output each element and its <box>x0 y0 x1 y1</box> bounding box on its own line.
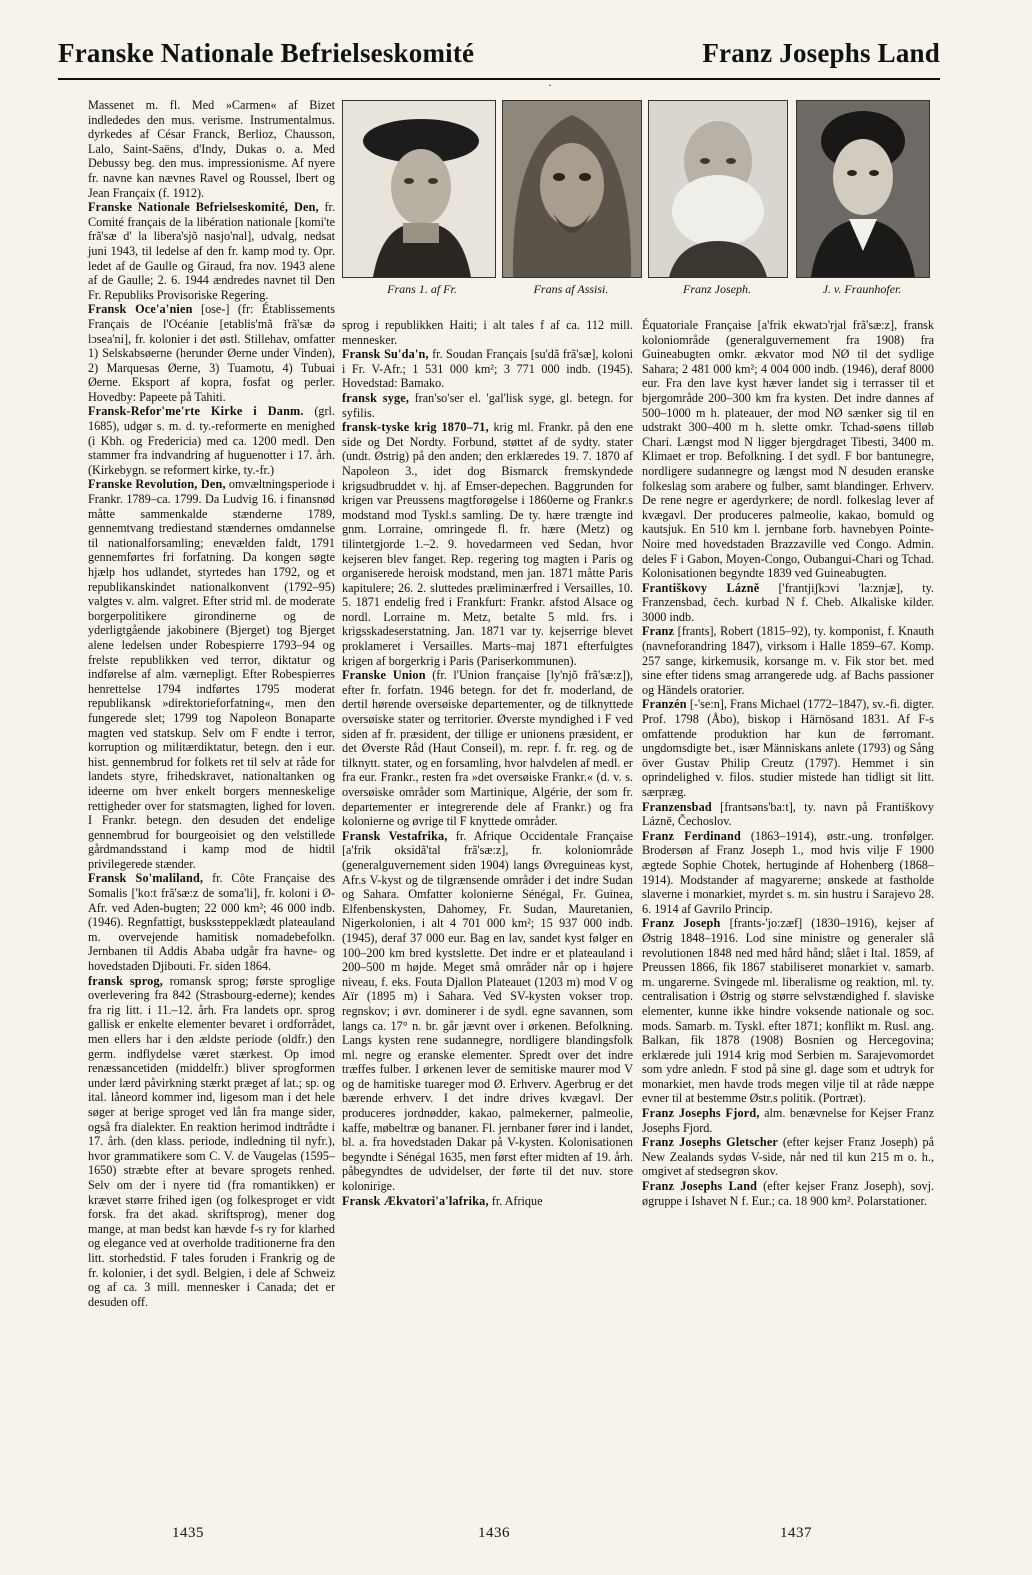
entry-text: sprog i republikken Haiti; i alt tales f af ca. 112 mill. mennesker. <box>342 318 633 347</box>
portrait-strip <box>342 100 934 300</box>
dictionary-entry <box>342 668 633 829</box>
page-number-right: 1437 <box>780 1525 812 1541</box>
entry-text: alm. benævnelse for Kejser Franz Josephs Fjord. <box>642 1106 935 1135</box>
dictionary-entry <box>88 200 335 302</box>
header-dot: · <box>548 78 552 92</box>
caption-franz-joseph: Franz Joseph. <box>683 282 751 296</box>
dictionary-entry <box>642 318 934 581</box>
portrait-frans-assisi <box>502 100 642 278</box>
entry-text: fr. Côte Française des Somalis ['ko:t frã'sæ:z de soma'li], fr. koloni i Ø-Afr. ved Aden-bugten; 22 000 km²; 46 000 indb. (1946). Regnfattigt, buskssteppeklædt plateauland m. overvejende hamitisk nomadebefolkn. Jernbanen til Addis Ababa udgår fra havne- og hovedstaden Djibouti. Fr. siden 1864. <box>88 871 335 974</box>
header-right-title: Franz Josephs Land <box>702 38 940 68</box>
entry-text: fr. Afrique Occidentale Française [a'frik oksidã'tal frã'sæ:z], fr. koloniområde (generalguvernement siden 1904) langs Øvreguineas kyst, Afr.s V-kyst og de tilgrænsende områder i det indre Sudan og Sahara. Omfatter kolonierne Sénégal, Fr. Guinea, Elfenbenskysten, Dahomey, Fr. Sudan, Mauretanien, Nigerkolonien, i alt 4 701 000 km²; 15 937 000 indb. (1945), deraf 37 000 eur. Bag en lav, sandet kyst følger en 100–200 km bred kystslette. Det indre er et plateauland i 200–500 m højde. Meget små områder når op i højere niveau, f. eks. Fouta Djallon Plateauet (1203 m) mod V og Aïr (1895 m) i Sahara. Ved SV-kysten vokser trop. regnskov; i øvr. dominerer i de sydl. egne savannen, som langs ca. 17° n. br. går jævnt over i ørkenen. Befolkning. Langs kysten rene sudannegre, nordligere blandingsfolk ml. negre og eranske elementer. Spredt over det indre træffes fulber. I ørkenen lever de semitiske maurer mod V og de hamitiske tuareger mod Ø. Erhverv. Agerbrug er det bærende erhverv. I det indre drives kvægavl. Der produceres jordnødder, kakao, palmekerner, palmeolie, kaffe, møbeltræ og bananer. Fl. jernbaner fører ind i landet, bl. a. fra hovedstaden Dakar på V-kysten. Kolonisationen begyndte i Sénégal 1635, men først efter midten af 19. årh. påbegyndtes de udvidelser, der førte til det nuv. store kolonirige. <box>342 828 633 1194</box>
dictionary-entry <box>642 1179 934 1208</box>
entry-text: [frants-'jo:zæf] (1830–1916), kejser af Østrig 1848–1916. Lod sine ministre og generaler slå revolutionen 1848 ned med hård hånd; slået i Ital. 1859, af Preussen 1866, fik 1867 stabiliseret monarkiet v. samarb. m. ungarerne. Svingede ml. liberalisme og reaktion, ml. ty. centralisation i Østrig og større selvstændighed f. slaviske elementer, kunne ikke hindre voksende nationale og soc. mods. Samarb. m. Tyskl. efter 1871; konflikt m. Rusl. ang. Balkan, fik 1878 (1908) Bosnien og Hercegovina; erklærede juli 1914 krig mod Serbien m. Sarajevomordet som ydre anledn. F stod på sine gl. dage som et udtryk for monarkiet, men havde trods megen vilje til at råde næppe evner til at bestemme Østr.s politik. (Portræt). <box>642 916 934 1106</box>
entry-headword: fransk syge, <box>342 390 410 405</box>
dictionary-entry <box>88 974 335 1310</box>
dictionary-entry <box>342 829 633 1194</box>
header-left-title: Franske Nationale Befrielseskomité <box>58 38 475 68</box>
entry-headword: Franz Ferdinand <box>642 828 741 843</box>
portrait-franz-joseph <box>648 100 788 278</box>
entry-headword: Franz <box>642 624 675 639</box>
page-header <box>58 38 940 80</box>
entry-text: [frantsəns'ba:t], ty. navn på Františkovy Lázně, Čechoslov. <box>642 799 934 829</box>
portrait-franz-joseph-image <box>649 101 787 277</box>
portrait-frans-1-image <box>343 101 495 277</box>
portrait-fraunhofer-image <box>797 101 929 277</box>
entry-headword: Fransk So'maliland, <box>88 871 204 886</box>
dictionary-entry <box>642 697 934 799</box>
entry-headword: fransk-tyske krig 1870–71, <box>342 420 489 435</box>
entry-headword: Franz Josephs Fjord, <box>642 1106 760 1121</box>
column-middle <box>342 318 633 1208</box>
entry-text: [ose-] (fr: Établissements Français de l'Océanie [etablis'mã frã'sæ də lɔsea'ni], fr. kolonier i det østl. Stillehav, omfatter 1) Selskabsøerne (herunder Øerne under Vinden), 2) Marquesas Øerne, 3) Tuamotu, 4) Tubuai Øerne. Eksport af kopra, fosfat og perler. Hovedby: Papeete på Tahiti. <box>88 302 335 404</box>
dictionary-entry <box>642 800 934 829</box>
dictionary-entry <box>88 98 335 200</box>
page-number-center: 1436 <box>478 1525 510 1541</box>
column-left <box>88 98 335 1309</box>
dictionary-entry <box>88 477 335 871</box>
entry-text: Équatoriale Française [a'frik ekwatɔ'rjal frã'sæ:z], fransk koloniområde (generalguvernement fra 1908) fra Guineabugten omkr. ækvator mod NØ til det sydlige Sahara; 2 481 000 km²; 4 004 000 indb. (1946), deraf 8000 eur. Fra den lave kyst hæver landet sig i terrasser til et bjergområde 200–300 km fra kysten. Det indre dannes af 500–1000 m h. plateauer, der mod NØ sænker sig til en udstrakt 300–400 m h. slette omkr. Tchad-søens tilløb Chari. Længst mod N ligger bjergdraget Tibesti, 3400 m. Klimaet er trop. Befolkning. I det sydl. F bor bantunegre, nordligere sudannegre og længst mod N desuden eranske folkeslag som arabere og fulber, samt blandinger. Erhverv. De rene negre er agerdyrkere; de nordl. folkeslag lever af kvægavl. Der produceres palmeolie, kakao, bomuld og kautsjuk. En 510 km l. jernbane forb. havnebyen Pointe-Noire med hovedstaden Brazzaville ved Congo. Admin. deles F i Gabon, Moyen-Congo, Oubangui-Chari og Tchad. Kolonisationen begyndte 1839 ved Guineabugten. <box>642 318 934 581</box>
entry-text: [-'se:n], Frans Michael (1772–1847), sv.-fi. digter. Prof. 1798 (Åbo), biskop i Härnösand 1831. Af F-s omfattende produktion har kun de førromant. ungdomsdigte bet., især Människans anlete (1793) og Sång över Gustav Philip Creutz (1797). Hemmet i sin oprindelighed v. filos. studier mistede han tidligt sit litt. særpræg. <box>642 697 934 799</box>
caption-fraunhofer: J. v. Fraunhofer. <box>822 282 902 296</box>
dictionary-entry <box>88 404 335 477</box>
dictionary-entry <box>342 1194 633 1209</box>
dictionary-entry <box>88 871 335 973</box>
entry-headword: Franske Union <box>342 668 426 683</box>
entry-text: [frants], Robert (1815–92), ty. komponist, f. Knauth (navneforandring 1847), virksom i Halle 1859–67. Komp. 257 sange, kirkemusik, korsange m. v. Fik stor bet. med sine efter tidens smag arrangerede udg. af Bachs passioner og Händels oratorier. <box>642 624 934 697</box>
caption-frans-assisi: Frans af Assisi. <box>533 282 609 296</box>
dictionary-entry <box>642 581 934 625</box>
entry-headword: Františkovy Lázně <box>642 580 760 595</box>
entry-text: krig ml. Frankr. på den ene side og Det Nordty. Forbund, støttet af de sydty. stater (undt. Østrig) på den anden; den erklæredes 19. 7. 1870 af Napoleon 3., idet dog Bismarck fremskyndede krigsudbruddet v. hj. af Emser-depechen. Baggrunden for krigen var Preussens magtforøgelse i 1860erne og Frankr.s modstand mod Tyskl.s samling. De ty. hære trængte ind gnm. Lorraine, omringede fl. fr. hære (Metz) og tilintetgjorde 1.–2. 9. hovedarmeen ved Sedan, hvor kejseren blev fanget. Rep. regering tog magten i Paris og organiserede heroisk modstand, men jan. 1871 måtte Paris kapitulere; 26. 2. sluttedes præliminærfred i Versailles, 10. 5. 1871 endelig fred i Frankfurt: Frankr. afstod Alsace og nordl. Lorraine m. Metz, betalte 5 mld. frs. i krigsskadeserstatning. Jan. 1871 var ty. kejserrige blevet proklameret i Versailles. Marts–maj 1871 efterfulgtes krigen af borgerkrig i Paris (Pariserkommunen). <box>342 420 633 668</box>
entry-text: fr. Afrique <box>488 1193 543 1208</box>
dictionary-entry <box>642 916 934 1106</box>
entry-headword: Fransk Ækvatori'a'lafrika, <box>342 1193 489 1208</box>
entry-text: fran'so'ser el. 'gal'lisk syge, gl. betegn. for syfilis. <box>342 390 633 420</box>
entry-headword: Fransk Vestafrika, <box>342 828 448 843</box>
entry-headword: Franz Joseph <box>642 916 721 931</box>
dictionary-entry <box>642 1135 934 1179</box>
caption-frans-1: Frans 1. af Fr. <box>387 282 457 296</box>
entry-text: romansk sprog; første sproglige overlevering fra 842 (Strasbourg-ederne); kendes fra rig litt. i 11.–12. årh. Fra landets opr. sprog gallisk er enkelte elementer bevaret i ordforrådet, men ellers har i den ældste periode (oldfr.) den germ. indflydelse været stærkest. Op imod renæssancetiden (middelfr.) bliver sprogformen under lærd påvirkning stærkt præget af lat.; sp. og ital. låneord kommer ind, ligesom man i det hele søger at berige sproget ved lån fra mange sider, også fra dialekter. En reaktion herimod indtrådte i 17. årh. (den klass. periode, indledning til nyfr.), hvor grammatikere som C. V. de Vaugelas (1595–1650) stræbte efter at bevare sprogets renhed. Selv om der i nyere tid (fra romantikken) er krævet større frihed igen (og folkesproget er vidt forsk. fra det akad. skriftsprog), mener dog mange, at man bedst kan hævde f-s ry for klarhed og elegance ved at overholde traditionerne fra den litt. storhedstid. F tales foruden i Frankrig og de fr. kolonier, i det sydl. Belgien, i dele af Schweiz og af ca. 3 mill. mennesker i Canada; det er desuden off. <box>88 973 335 1309</box>
dictionary-entry <box>342 347 633 391</box>
entry-headword: Franz Josephs Land <box>642 1179 758 1194</box>
entry-headword: Franzén <box>642 697 687 712</box>
entry-headword: fransk sprog, <box>88 973 164 988</box>
portrait-fraunhofer <box>796 100 930 278</box>
entry-text: ['frantjiʃkɔvi 'la:znjæ], ty. Franzensbad, čech. kurbad N f. Cheb. Alkaliske kilder. 3000 indb. <box>642 580 935 624</box>
entry-text: (efter kejser Franz Joseph), sovj. øgruppe i Ishavet N f. Eur.; ca. 18 900 km². Polarstationer. <box>642 1179 935 1208</box>
entry-text: (efter kejser Franz Joseph) på New Zealands sydøs V-side, når ned til kun 215 m o. h., omgivet af stedsegrøn skov. <box>642 1135 934 1179</box>
column-right <box>642 318 934 1208</box>
portrait-frans-1 <box>342 100 496 278</box>
portrait-frans-assisi-image <box>503 101 641 277</box>
entry-headword: Franske Revolution, Den, <box>88 477 226 492</box>
entry-text: (1863–1914), østr.-ung. tronfølger. Brodersøn af Franz Joseph 1., mod hvis vilje F 1900 ægtede Sophie Chotek, hertuginde af Hohenberg (1868–1914). Modstander af magyarerne; ønskede at fastholde slaverne i monarkiet, myrdet s. m. sin hustru i Sarajevo 28. 6. 1914 af Gavrilo Princip. <box>642 828 934 916</box>
entry-text: omvæltningsperiode i Frankr. 1789–ca. 1799. Da Ludvig 16. i finansnød måtte sammenkalde stænderne 1789, gennemtvang trediestand stændernes omdannelse til nationalforsamling; enevælden faldt, 1791 gennemførtes fri forfatning. Da kongen søgte hjælp hos udlandet, styrtedes han 1792, og et republikanskindet nationalkonvent (1792–95) valgtes v. alm. valgret. Efter strid ml. de moderate borgerpolitikere girondinerne og de yderligtgående jakobinere (Bjerget) tog Bjerget alene ledelsen under Robespierre 1793–94 og frelste republikken ved terror, diktatur og indførelse af alm. værnepligt. Efter Robespierres henrettelse 1794 indførtes 1795 moderat republikansk »direktorieforfatning«, men den fungerede slet; 1799 tog Napoleon Bonaparte magten ved statskup. Selv om F endte i terror, korruption og militærdiktatur, betegn. den i eur. hist. gennembrud for folkets ret til selv at råde for landets styre, frihedskravet, nationaltanken og ideerne om hver enkelt borgers menneskelige rettigheder over for statsmagten, lighed for loven. I Frankr. betegn. den desuden det endelige gennembrud for bourgeoisiet og den velstillede gårdmandsstand i kamp mod de hidtil privilegerede stænder. <box>88 477 335 871</box>
entry-text: (fr. l'Union française [ly'njõ frã'sæ:z]), efter fr. forfatn. 1946 betegn. for det fr. moderland, de dertil hørende oversøiske departementer, og de tilknyttede oversøiske stater og territorier. Øverste myndighed i F ved siden af fr. præsident, der tillige er unionens præsident, er det Øverste Råd (Haut Conseil), m. repr. f. fr. reg. og de tilknytt. stater, og en forsamling, hvor halvdelen af medl. er fra eur. Frankr., resten fra »det oversøiske Frankr.« (d. v. s. oversøiske områder som Martinique, Algérie, der som fr. departementer er integrerende dele af Frankr.) og fra kolonierne og øvrige til F knyttede områder. <box>342 668 633 829</box>
entry-headword: Fransk Oce'a'nien <box>88 302 193 317</box>
dictionary-entry <box>642 829 934 917</box>
dictionary-entry <box>342 391 633 420</box>
dictionary-entry <box>642 624 934 697</box>
dictionary-entry <box>642 1106 934 1135</box>
entry-headword: Franzensbad <box>642 799 712 814</box>
dictionary-entry <box>88 302 335 404</box>
dictionary-entry <box>342 318 633 347</box>
entry-text: (grl. 1685), udgør s. m. d. ty.-reformerte en menighed (i Kbh. og Fredericia) med ca. 1200 medl. Den stammer fra indvandring af huguenotter i 17. årh. (Kirkebygn. se reformert kirke, ty.-fr.) <box>88 404 335 477</box>
entry-headword: Franz Josephs Gletscher <box>642 1135 779 1150</box>
page-number-left: 1435 <box>172 1525 204 1541</box>
entry-headword: Fransk Su'da'n, <box>342 347 429 362</box>
entry-text: fr. Soudan Français [su'dã frã'sæ], koloni i Fr. V-Afr.; 1 531 000 km²; 3 771 000 indb. (1945). Hovedstad: Bamako. <box>342 347 633 391</box>
entry-text: Massenet m. fl. Med »Carmen« af Bizet indlededes den mus. verisme. Instrumentalmus. dyrkedes af César Franck, Berlioz, Chausson, Lalo, Saint-Saëns, d'Indy, Dukas o. a. Med Debussy beg. den mus. impressionisme. Af nyere fr. navne kan nævnes Ravel og Roussel, Ibert og Jean Françaix (f. 1912). <box>88 98 335 200</box>
entry-headword: Franske Nationale Befrielseskomité, Den, <box>88 200 319 215</box>
dictionary-entry <box>342 420 633 668</box>
entry-headword: Fransk-Refor'me'rte Kirke i Danm. <box>88 404 304 419</box>
entry-text: fr. Comité français de la libération nationale [komi'te frã'sæ d' la libera'sjõ nasjo'nal], udvalg, nedsat juni 1943, til ledelse af den fr. kamp mod ty. Opr. ledet af de Gaulle og Giraud, fra nov. 1943 alene af de Gaulle; 2. 6. 1944 ændredes navnet til Den Fr. Republiks Provisoriske Regering. <box>88 200 335 302</box>
